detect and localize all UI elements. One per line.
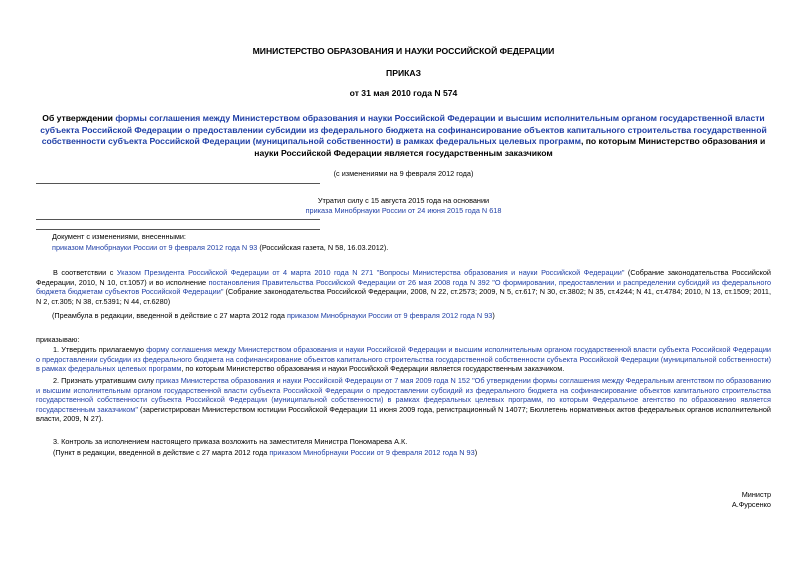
- title-prefix: Об утверждении: [42, 113, 116, 123]
- order-word: приказываю:: [36, 335, 80, 344]
- preamble: [36, 268, 771, 306]
- item-3-note-link[interactable]: приказом Минобрнауки России от 9 февраля 2012 года N 93: [269, 447, 475, 457]
- divider: [36, 219, 320, 220]
- item-3-note-text: (Пункт в редакции, введенной в действие с 27 марта 2012 года: [53, 447, 270, 457]
- amended-note: (с изменениями на 9 февраля 2012 года): [333, 169, 474, 178]
- item-2-order-link[interactable]: приказ Министерства образования и науки Российской Федерации от 7 мая 2009 года N 152 "Об утверждении формы соглашения между Федеральным агентством по образованию и высшим исполнительным органом государственной власти субъекта Российской Федерации о предоставлении субсидий из федерального бюджета на софинансирование объектов капитального строительства государственной собственности субъекта Российской Федерации (муниципальной собственности) в рамках федеральных целевых программ, по которым Федеральное агентство по образованию является государственным заказчиком": [36, 376, 771, 414]
- decree-link[interactable]: Указом Президента Российской Федерации от 4 марта 2010 года N 271 "Вопросы Министерства образования и науки Российской Федерации": [116, 268, 625, 277]
- preamble-text: (Собрание законодательства Российской Федерации, 2008, N 22, ст.2573; 2009, N 5, ст.617; N 30, ст.3802; N 35, ст.4244; N 41, ст.4784; 2010, N 13, ст.1509; 2011, N 2, ст.305; N 38, ст.5391; N 44, ст.6280): [36, 287, 771, 306]
- item-3-text: 3. Контроль за исполнением настоящего приказа возложить на заместителя Министра Пономарева А.К.: [53, 437, 408, 446]
- expired-notice: [0, 196, 807, 215]
- changes-link[interactable]: приказом Минобрнауки России от 9 февраля 2012 года N 93: [52, 242, 258, 252]
- ministry-heading: МИНИСТЕРСТВО ОБРАЗОВАНИЯ И НАУКИ РОССИЙСКОЙ ФЕДЕРАЦИИ: [252, 46, 555, 56]
- doc-type-heading: ПРИКАЗ: [386, 68, 421, 78]
- preamble-note: [52, 311, 772, 321]
- item-3: [53, 437, 771, 457]
- preamble-note-link[interactable]: приказом Минобрнауки России от 9 февраля 2012 года N 93: [286, 311, 493, 320]
- item-1-text: 1. Утвердить прилагаемую: [53, 345, 147, 354]
- item-2-text: 2. Признать утратившим силу: [53, 376, 156, 385]
- date-number: от 31 мая 2010 года N 574: [349, 88, 458, 98]
- item-2: [36, 376, 771, 424]
- preamble-text: (Собрание законодательства Российской Федерации, 2010, N 10, ст.1057) и во исполнение: [36, 268, 771, 287]
- signature-block: [600, 490, 771, 509]
- signature-role: Министр: [741, 490, 771, 499]
- resolution-link[interactable]: постановления Правительства Российской Федерации от 26 мая 2008 года N 392 "О формировании, предоставлении и распределении субсидий из федерального бюджета бюджетам субъектов Российской Федерации": [36, 277, 772, 297]
- expired-text: Утратил силу с 15 августа 2015 года на основании: [317, 196, 490, 205]
- changes-rest: (Российская газета, N 58, 16.03.2012).: [257, 242, 389, 252]
- item-3-note-end: ): [474, 447, 478, 457]
- item-1: [36, 345, 771, 374]
- expired-link[interactable]: приказа Минобрнауки России от 24 июня 2015 года N 618: [305, 205, 502, 215]
- divider: [36, 229, 320, 230]
- signature-name: А.Фурсенко: [731, 499, 771, 509]
- divider: [36, 183, 320, 184]
- changes-block: [52, 232, 772, 252]
- preamble-text: В соответствии с: [53, 268, 117, 277]
- title-suffix: , по которым Министерство образования и науки Российской Федерации является государственным заказчиком: [254, 136, 766, 158]
- document-title: [36, 113, 771, 159]
- preamble-note-text: (Преамбула в редакции, введенной в действие с 27 марта 2012 года: [52, 311, 287, 320]
- item-2-text: (зарегистрирован Министерством юстиции Российской Федерации 11 июня 2009 года, регистрационный N 14077; Бюллетень нормативных актов федеральных органов исполнительной власти, 2009, N 27).: [36, 404, 771, 424]
- item-1-text: , по которым Министерство образования и науки Российской Федерации является государственным заказчиком.: [181, 364, 565, 374]
- item-1-form-link[interactable]: форму соглашения между Министерством образования и науки Российской Федерации и высшим исполнительным органом государственной власти субъекта Российской Федерации о предоставлении субсидии из федерального бюджета на софинансирование объектов капитального строительства государственной собственности субъекта Российской Федерации (муниципальной собственности) в рамках федеральных целевых программ: [36, 345, 771, 374]
- changes-label: Документ с изменениями, внесенными:: [52, 232, 186, 241]
- title-form-link[interactable]: формы соглашения между Министерством образования и науки Российской Федерации и высшим исполнительным органом государственной власти субъекта Российской Федерации о предоставлении субсидии из федерального бюджета на софинансирование объектов капитального строительства государственной собственности субъекта Российской Федерации (муниципальной собственности) в рамках федеральных целевых программ: [40, 113, 767, 146]
- preamble-note-end: ): [492, 311, 495, 320]
